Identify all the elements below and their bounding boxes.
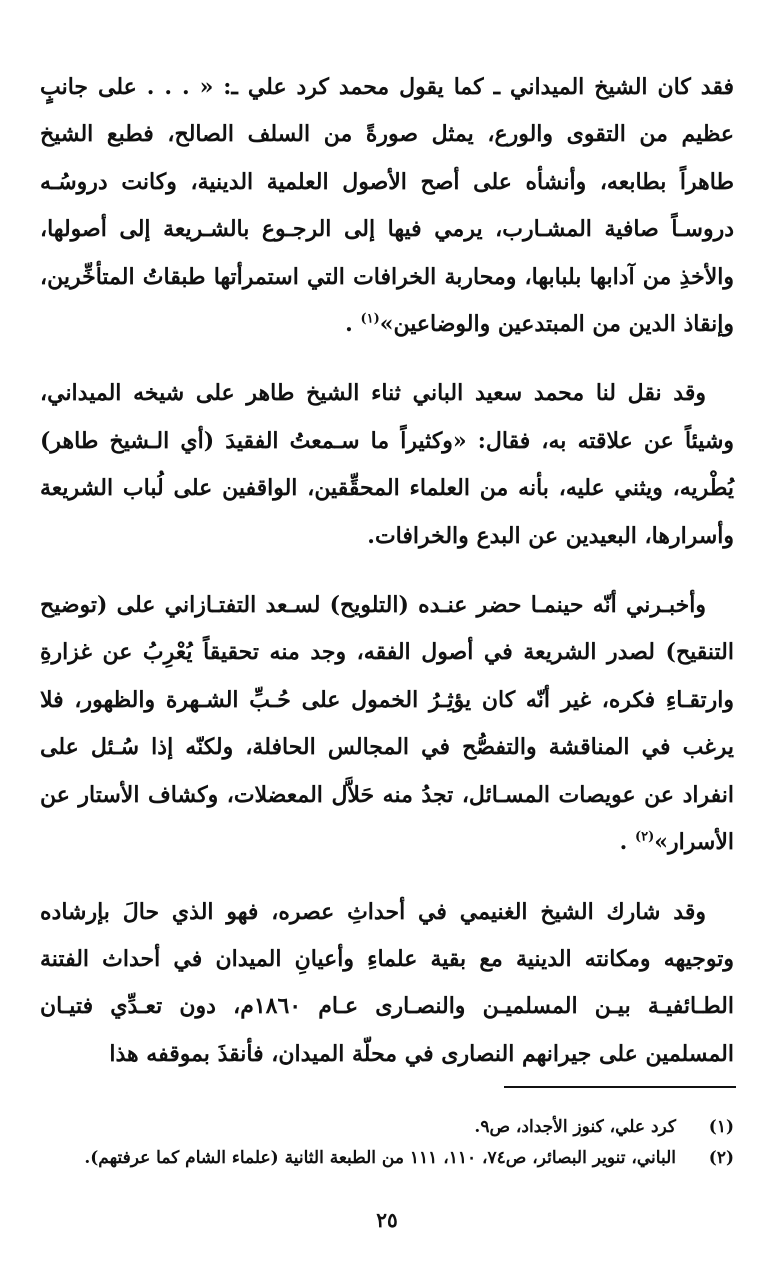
paragraph-1	[40, 64, 734, 348]
footnote-reference-1[interactable]: (١)	[360, 311, 380, 327]
paragraph-tail: .	[619, 829, 635, 856]
paragraph-2	[40, 370, 734, 560]
footnote-number: (١)	[708, 1117, 734, 1137]
paragraph-text: وقد شارك الشيخ الغنيمي في أحداثِ عصره، فهو الذي حالَ بإرشاده وتوجيهه ومكانته الدينية مع بقية علماءِ وأعيانِ الميدان في أحداث الفتنة الطـائفيـة بيـن المسلميـن والنصـارى عـام ١٨٦٠م، دون تعـدِّي فتيـان المسلمين على جيرانهم النصارى في محلّة الميدان، فأنقذَ بموقفه هذا	[40, 898, 734, 1067]
paragraph-tail: .	[345, 311, 361, 338]
footnote-1	[40, 1112, 734, 1143]
page-number: ٢٥	[376, 1208, 398, 1232]
body-text	[40, 64, 734, 1078]
paragraph-text: وأخبـرني أنّه حينمـا حضر عنـده (التلويح) لسـعد التفتـازاني على (توضيح التنقيح) لصدر الشريعة في أصول الفقه، وجد منه تحقيقاً يُعْرِبُ عن غزارةِ وارتقـاءِ فكره، غير أنّه كان يؤثِـرُ الخمول على حُـبِّ الشـهرة والظهور، فلا يرغب في المناقشة والتفصُّح في المجالس الحافلة، ولكنّه إذا سُـئل على انفراد عن عويصات المسـائل، تجدُ منه حَلاَّل المعضلات، وكشاف الأستار عن الأسرار»	[40, 592, 734, 856]
paragraph-text: فقد كان الشيخ الميداني ـ كما يقول محمد كرد علي ـ: « . . . على جانبٍ عظيم من التقوى والورع، يمثل صورةً من السلف الصالح، فطبع الشيخ طاهراً بطابعه، وأنشأه على أصح الأصول العلمية الدينية، وكانت دروسُـه دروسـاً صافية المشـارب، يرمي فيها إلى الرجـوع بالشـريعة إلى أصولها، والأخذِ من آدابها بلبابها، ومحاربة الخرافات التي استمرأتها طبقاتُ المتأخِّرين، وإنقاذ الدين من المبتدعين والوضاعين»	[40, 74, 734, 338]
paragraph-3	[40, 582, 734, 866]
footnote-text: الباني، تنوير البصائر، ص٧٤، ١١٠، ١١١ من الطبعة الثانية (علماء الشام كما عرفتهم).	[84, 1148, 676, 1168]
footnotes	[40, 1112, 734, 1174]
paragraph-text: وقد نقل لنا محمد سعيد الباني ثناء الشيخ طاهر على شيخه الميداني، وشيئاً عن علاقته به، فقال: «وكثيراً ما سـمعتُ الفقيدَ (أي الـشيخ طاهر) يُطْريه، ويثني عليه، بأنه من العلماء المحقِّقين، الواقفين على لُباب الشريعة وأسرارها، البعيدين عن البدع والخرافات.	[40, 380, 734, 549]
footnote-text: كرد علي، كنوز الأجداد، ص٩.	[474, 1117, 676, 1137]
footnote-separator-rule	[504, 1086, 736, 1088]
paragraph-4	[40, 889, 734, 1079]
footnote-2	[40, 1143, 734, 1174]
footnote-number: (٢)	[708, 1148, 734, 1168]
footnote-reference-2[interactable]: (٢)	[634, 829, 655, 845]
